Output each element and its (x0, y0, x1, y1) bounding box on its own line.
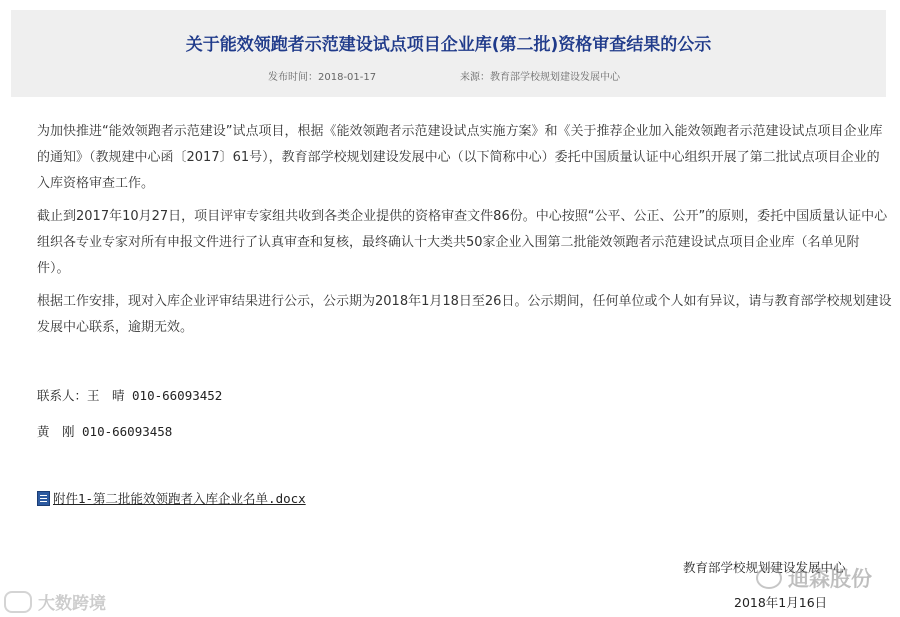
signature-organization: 教育部学校规划建设发展中心 (683, 560, 846, 575)
watermark-right-text: 迪森股份 (788, 567, 872, 591)
watermark-logo-icon (4, 591, 32, 613)
contact-line-2: 黄 刚 010-66093458 (37, 424, 173, 439)
page-title: 关于能效领跑者示范建设试点项目企业库(第二批)资格审查结果的公示 (185, 35, 712, 55)
attachment-link[interactable]: 附件1-第二批能效领跑者入库企业名单.docx (53, 491, 306, 506)
watermark-right (756, 563, 872, 593)
wechat-icon (756, 567, 782, 589)
publish-date: 发布时间：2018-01-17 (268, 72, 377, 83)
article-header (11, 10, 886, 97)
source-label: 来源：教育部学校规划建设发展中心 (460, 72, 620, 83)
signature-date: 2018年1月16日 (734, 595, 828, 610)
contact-line-1: 联系人：王 晴 010-66093452 (37, 388, 223, 403)
paragraph-2: 截止到2017年10月27日，项目评审专家组共收到各类企业提供的资格审查文件86份。中心按照“公平、公正、公开”的原则，委托中国质量认证中心组织各专业专家对所有申报文件进行了认真审查和复核，最终确认十大类共50家企业入围第二批能效领跑者示范建设试点项目企业库（名单见附件）。 (37, 209, 888, 276)
paragraph-3: 根据工作安排，现对入库企业评审结果进行公示，公示期为2018年1月18日至26日。公示期间，任何单位或个人如有异议，请与教育部学校规划建设发展中心联系，逾期无效。 (37, 294, 892, 335)
watermark-left (4, 589, 106, 614)
word-document-icon (37, 491, 50, 506)
watermark-left-text: 大数跨境 (38, 594, 106, 614)
paragraph-1: 为加快推进“能效领跑者示范建设”试点项目，根据《能效领跑者示范建设试点实施方案》和《关于推荐企业加入能效领跑者示范建设试点项目企业库的通知》（教规建中心函〔2017〕61号），教育部学校规划建设发展中心（以下简称中心）委托中国质量认证中心组织开展了第二批试点项目企业的入库资格审查工作。 (37, 124, 883, 191)
attachment-row (37, 489, 306, 507)
